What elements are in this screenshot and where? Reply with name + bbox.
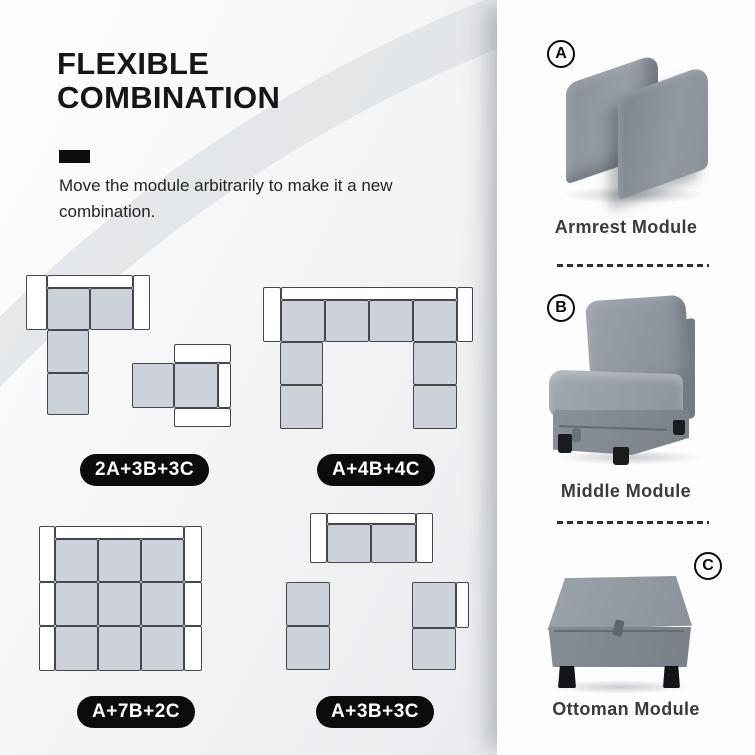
combo-a4b4c-seat-block [281, 300, 325, 342]
module-b-label: Middle Module [560, 481, 692, 501]
combination-label-a4b4c: A+4B+4C [317, 454, 435, 486]
page-title-line1: FLEXIBLE [57, 46, 210, 81]
ottoman-foot-right [663, 666, 680, 688]
combo-a7b2c-seat-block [98, 582, 141, 626]
divider-dashed-2 [557, 521, 709, 524]
combo-a4b4c-seat-block [413, 385, 457, 429]
combo-a3b3c-armrest-block [456, 582, 469, 628]
combo-2a3b3c-seat-block [90, 288, 133, 330]
combo-2a3b3c-armrest-block [174, 344, 231, 363]
combo-a3b3c-armrest-block [310, 513, 327, 563]
combo-a4b4c-seat-block [280, 385, 323, 429]
combo-2a3b3c-seat-block [132, 363, 174, 408]
combo-2a3b3c-armrest-block [26, 275, 47, 330]
combo-a7b2c-armrest-block [39, 526, 55, 582]
combo-2a3b3c-seat-block [47, 330, 89, 373]
combo-2a3b3c-seat-block [47, 288, 90, 330]
combo-a7b2c-seat-block [141, 582, 184, 626]
chair-foot-right [673, 420, 685, 435]
combo-2a3b3c-seat-block [174, 363, 218, 408]
combo-a7b2c-seat-block [55, 539, 98, 582]
combo-a7b2c-seat-block [98, 626, 141, 671]
chair-handle [572, 428, 581, 442]
combo-a7b2c-armrest-block [184, 526, 202, 582]
combo-a7b2c-armrest-block [184, 582, 202, 626]
combo-a7b2c-seat-block [55, 626, 98, 671]
combo-a4b4c-seat-block [280, 342, 323, 385]
module-b-badge: B [547, 294, 575, 322]
combo-a4b4c-armrest-block [457, 287, 473, 342]
combo-a4b4c-seat-block [413, 342, 457, 385]
combo-a7b2c-seat-block [141, 626, 184, 671]
chair-foot-left [558, 434, 572, 453]
combo-a7b2c-seat-block [55, 582, 98, 626]
module-c-badge: C [694, 552, 722, 580]
combo-a7b2c-seat-block [98, 539, 141, 582]
combo-a7b2c-armrest-block [55, 526, 184, 539]
divider-dashed-1 [557, 264, 709, 267]
combo-a4b4c-armrest-block [281, 287, 457, 300]
ottoman-foot-left [558, 666, 576, 688]
combo-a4b4c-seat-block [369, 300, 413, 342]
page-title-line2: COMBINATION [57, 80, 281, 115]
title-accent-dash [59, 150, 90, 163]
combo-a3b3c-armrest-block [327, 513, 416, 524]
module-a-badge: A [547, 40, 575, 68]
combo-2a3b3c-seat-block [47, 373, 89, 415]
combo-a4b4c-seat-block [325, 300, 369, 342]
module-panel [497, 0, 755, 755]
module-a-label: Armrest Module [554, 217, 698, 237]
module-c-label: Ottoman Module [552, 699, 700, 719]
combination-label-2a3b3c: 2A+3B+3C [80, 454, 209, 486]
combo-2a3b3c-armrest-block [133, 275, 150, 330]
combo-2a3b3c-armrest-block [218, 363, 231, 408]
combo-a7b2c-armrest-block [39, 626, 55, 671]
combo-a3b3c-seat-block [286, 582, 330, 626]
combo-a3b3c-seat-block [412, 582, 456, 628]
combination-label-a7b2c: A+7B+2C [77, 696, 195, 728]
combo-a4b4c-armrest-block [263, 287, 281, 342]
combo-a3b3c-armrest-block [416, 513, 433, 563]
combo-a3b3c-seat-block [327, 524, 371, 563]
combo-a4b4c-seat-block [413, 300, 457, 342]
combo-a3b3c-seat-block [371, 524, 416, 563]
page-title [57, 47, 280, 115]
combo-a7b2c-armrest-block [39, 582, 55, 626]
combo-a7b2c-armrest-block [184, 626, 202, 671]
combination-label-a3b3c: A+3B+3C [316, 696, 434, 728]
subtitle-text: Move the module arbitrarily to make it a new combination. [59, 176, 393, 221]
combo-2a3b3c-armrest-block [174, 408, 231, 427]
combo-2a3b3c-armrest-block [47, 275, 133, 288]
chair-foot-front [613, 447, 629, 465]
combo-a3b3c-seat-block [412, 628, 456, 670]
combo-a7b2c-seat-block [141, 539, 184, 582]
combo-a3b3c-seat-block [286, 626, 330, 670]
